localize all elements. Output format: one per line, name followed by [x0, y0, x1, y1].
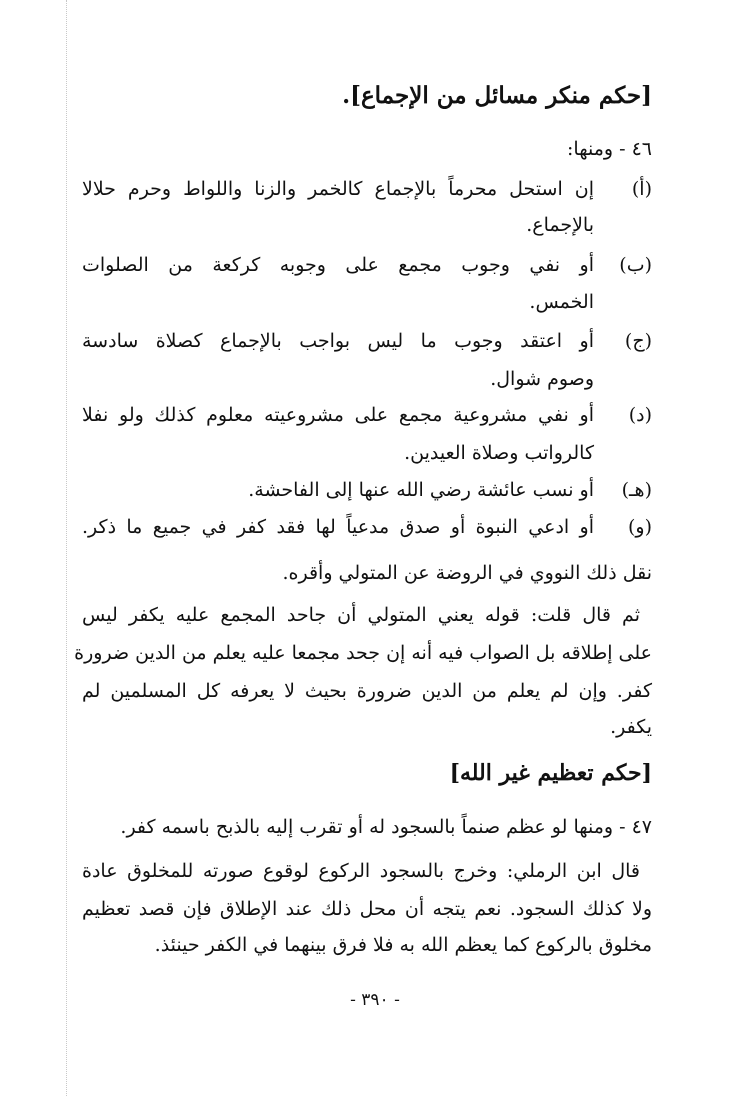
issue-46-intro: ٤٦ - ومنها: [567, 138, 652, 160]
item-marker: (و) [627, 516, 652, 538]
item-text-continued: الخمس. [529, 291, 594, 313]
paragraph-line: ولا كذلك السجود. نعم يتجه أن محل ذلك عند الإطلاق فإن قصد تعظيم [82, 898, 652, 920]
item-marker: (ب) [619, 254, 652, 276]
item-marker: (هـ) [621, 479, 652, 501]
item-text-continued: بالإجماع. [526, 214, 594, 236]
paragraph-line: على إطلاقه بل الصواب فيه أنه إن جحد مجمعا عليه يعلم من الدين ضرورة [74, 642, 652, 664]
issue-47-intro: ٤٧ - ومنها لو عظم صنماً بالسجود له أو تقرب إليه بالذبح باسمه كفر. [120, 816, 652, 838]
paragraph-line: قال ابن الرملي: وخرج بالسجود الركوع لوقوع صورته للمخلوق عادة [82, 860, 640, 882]
section-heading-veneration: [حكم تعظيم غير الله] [449, 760, 652, 786]
page-number: - ٣٩٠ - [350, 990, 400, 1010]
item-text: أو نفي وجوب مجمع على وجوبه كركعة من الصلوات [82, 254, 594, 276]
scan-margin-line [66, 0, 67, 1096]
item-text: أو نسب عائشة رضي الله عنها إلى الفاحشة. [248, 479, 594, 501]
item-marker: (د) [628, 404, 652, 426]
list-item [82, 250, 652, 280]
paragraph-line: يكفر. [610, 716, 652, 738]
list-item [82, 326, 652, 356]
paragraph-line: مخلوق بالركوع كما يعظم الله به فلا فرق بينهما في الكفر حينئذ. [154, 934, 652, 956]
item-marker: (ج) [624, 330, 652, 352]
section-heading-consensus: [حكم منكر مسائل من الإجماع]. [342, 82, 652, 109]
item-text: أو نفي مشروعية مجمع على مشروعيته معلوم كذلك ولو نفلا [82, 404, 594, 426]
item-text-continued: وصوم شوال. [490, 368, 594, 390]
item-text-continued: كالرواتب وصلاة العيدين. [404, 442, 594, 464]
list-item [82, 400, 652, 430]
item-marker: (أ) [631, 178, 652, 200]
paragraph-line: ثم قال قلت: قوله يعني المتولي أن جاحد المجمع عليه يكفر ليس [82, 604, 640, 626]
item-text: أو اعتقد وجوب ما ليس بواجب بالإجماع كصلاة سادسة [82, 330, 594, 352]
source-note: نقل ذلك النووي في الروضة عن المتولي وأقره. [282, 562, 652, 584]
list-item [82, 174, 652, 204]
list-item [82, 512, 652, 542]
list-item [82, 475, 652, 505]
paragraph-line: كفر. وإن لم يعلم من الدين ضرورة بحيث لا يعرفه كل المسلمين لم [82, 680, 652, 702]
item-text: إن استحل محرماً بالإجماع كالخمر والزنا واللواط وحرم حلالا [82, 178, 594, 200]
item-text: أو ادعي النبوة أو صدق مدعياً لها فقد كفر في جميع ما ذكر. [82, 516, 594, 538]
